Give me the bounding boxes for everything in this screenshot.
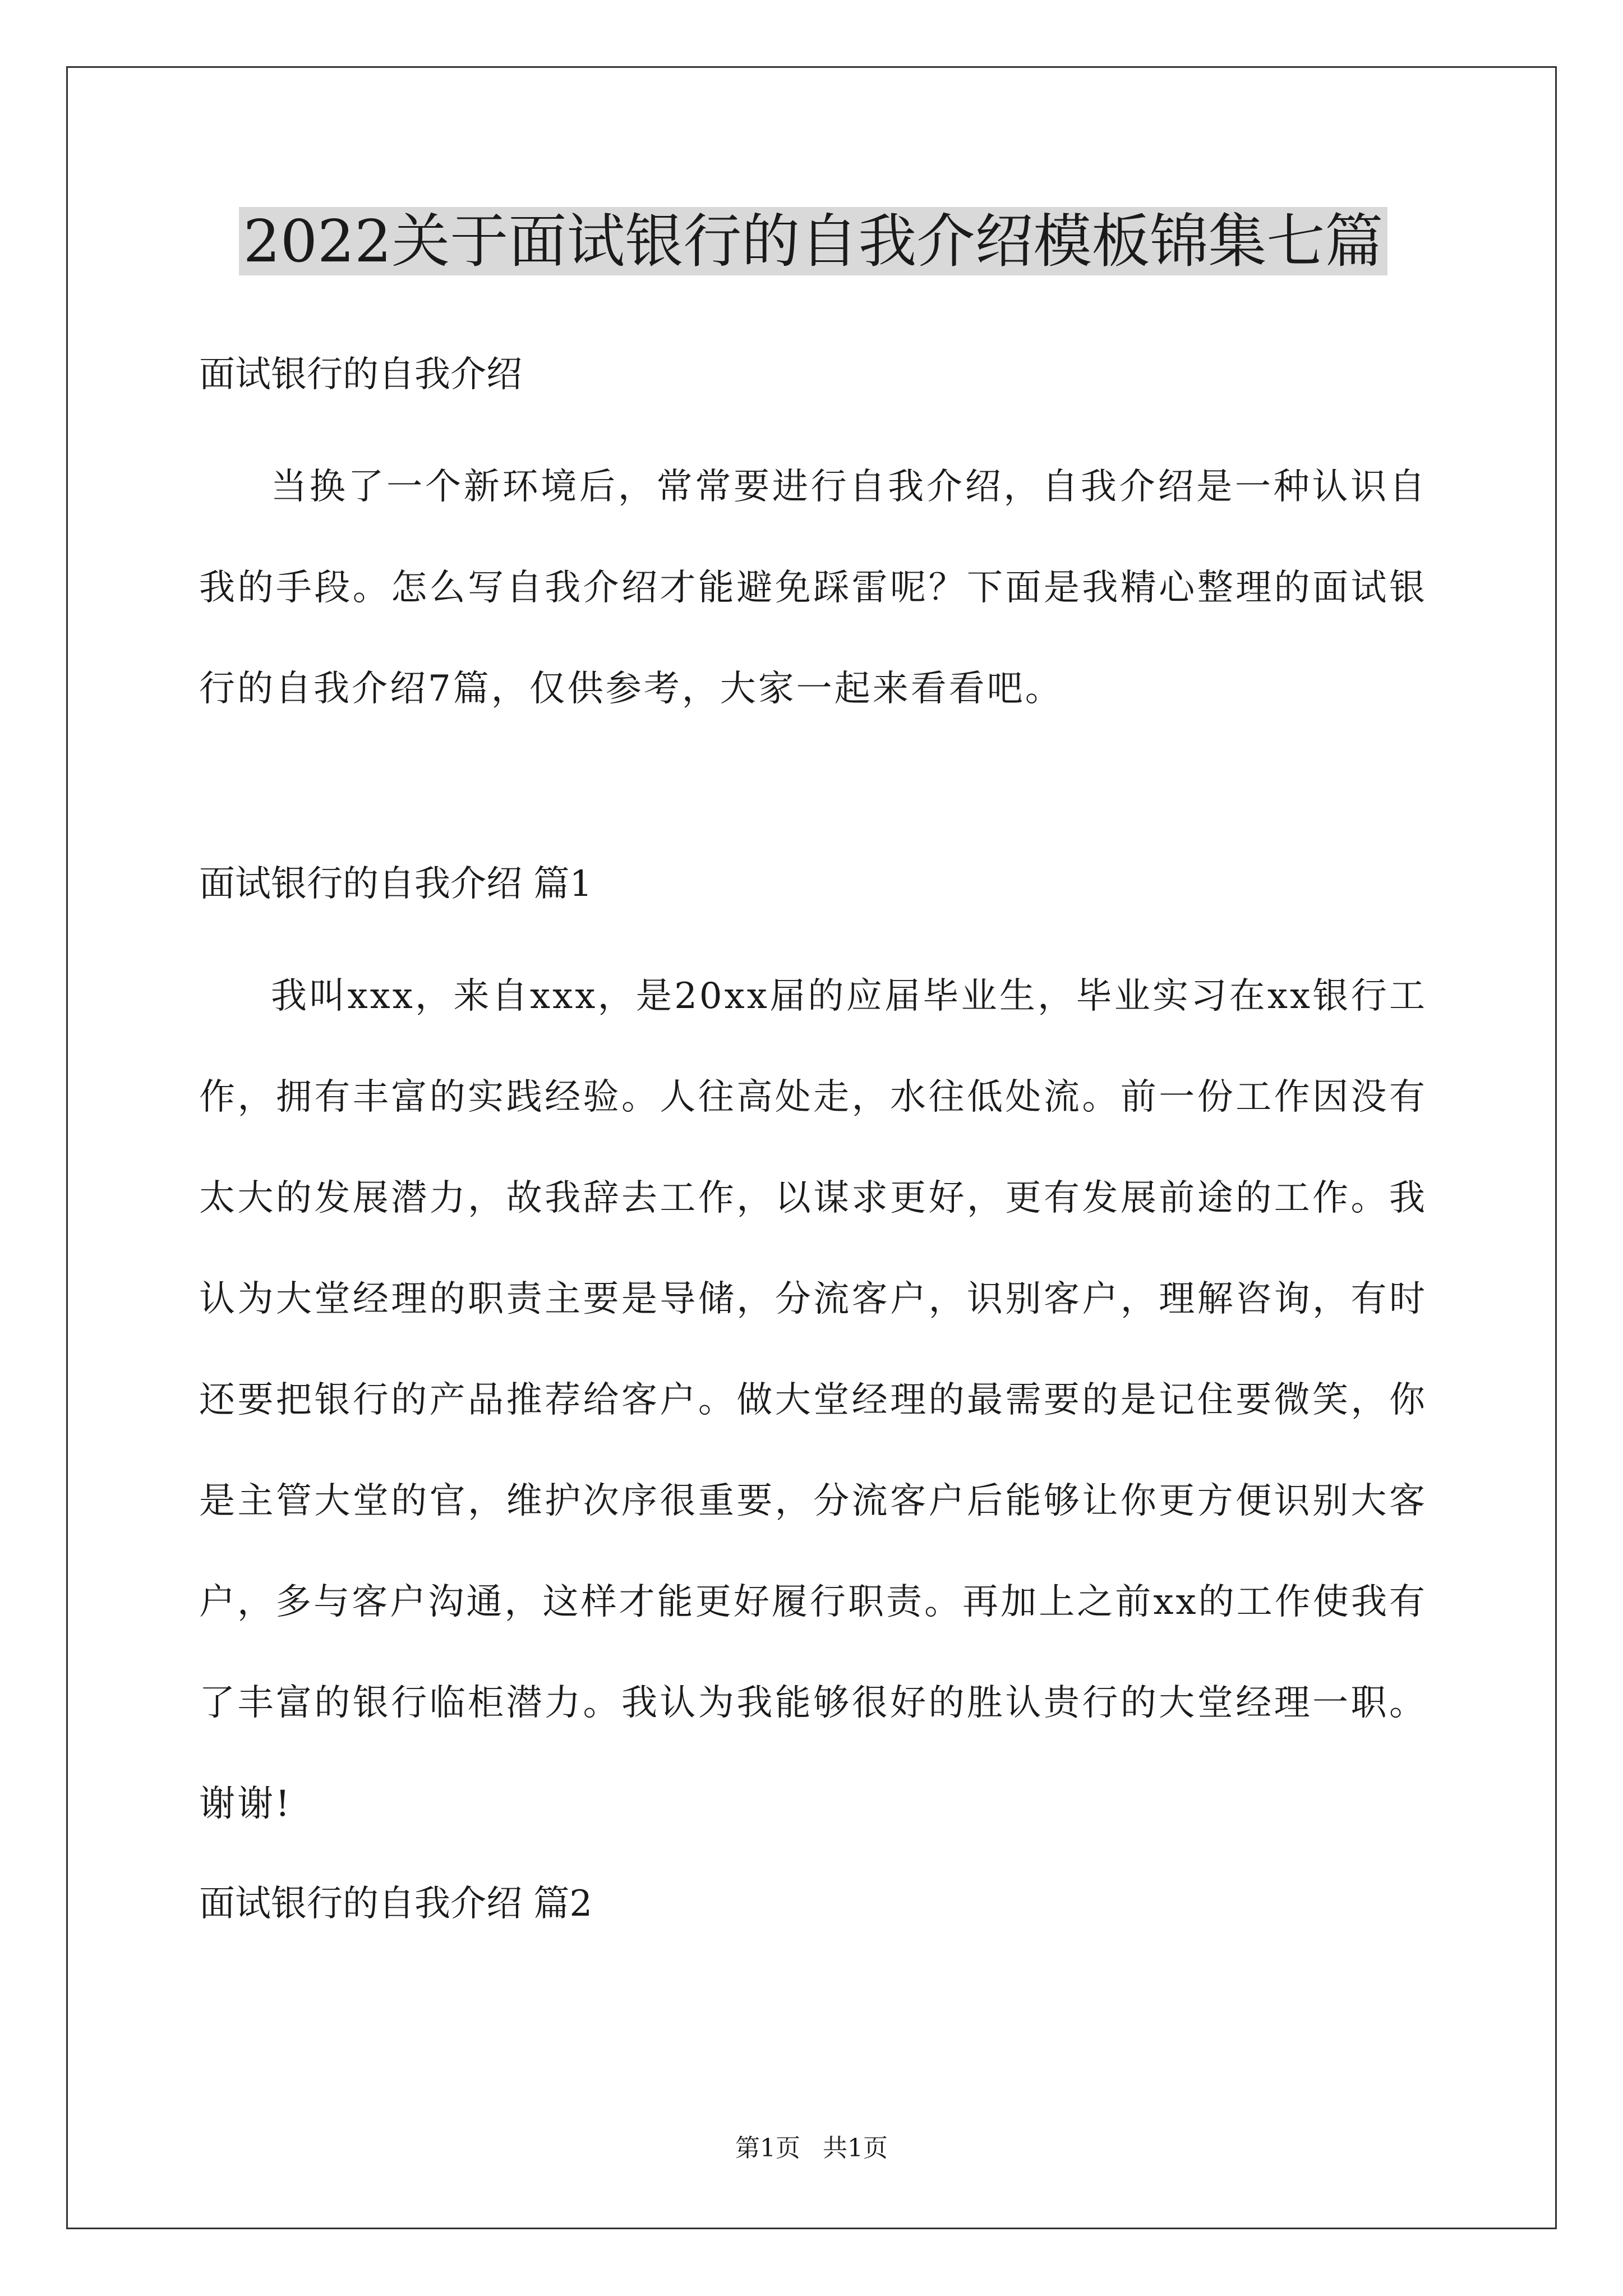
page-number: 第1页: [735, 2134, 800, 2162]
page-total: 共1页: [823, 2134, 888, 2162]
intro-heading: 面试银行的自我介绍: [199, 354, 522, 395]
page-footer: [0, 2132, 1623, 2165]
section-1-heading: 面试银行的自我介绍 篇1: [199, 863, 593, 905]
intro-paragraph: 当换了一个新环境后，常常要进行自我介绍，自我介绍是一种认识自我的手段。怎么写自我介绍才能避免踩雷呢？下面是我精心整理的面试银行的自我介绍7篇，仅供参考，大家一起来看看吧。: [199, 466, 1427, 710]
document-body: [199, 202, 1427, 1931]
section-1-paragraph: 我叫xxx，来自xxx，是20xx届的应届毕业生，毕业实习在xx银行工作，拥有丰富的实践经验。人往高处走，水往低处流。前一份工作因没有太大的发展潜力，故我辞去工作，以谋求更好，更有发展前途的工作。我认为大堂经理的职责主要是导储，分流客户，识别客户，理解咨询，有时还要把银行的产品推荐给客户。做大堂经理的最需要的是记住要微笑，你是主管大堂的官，维护次序很重要，分流客户后能够让你更方便识别大客户，多与客户沟通，这样才能更好履行职责。再加上之前xx的工作使我有了丰富的银行临柜潜力。我认为我能够很好的胜认贵行的大堂经理一职。谢谢!: [199, 976, 1427, 1825]
section-2-heading: 面试银行的自我介绍 篇2: [199, 1883, 593, 1925]
document-title: [199, 202, 1427, 280]
document-title-text: 2022关于面试银行的自我介绍模板锦集七篇: [239, 207, 1388, 275]
